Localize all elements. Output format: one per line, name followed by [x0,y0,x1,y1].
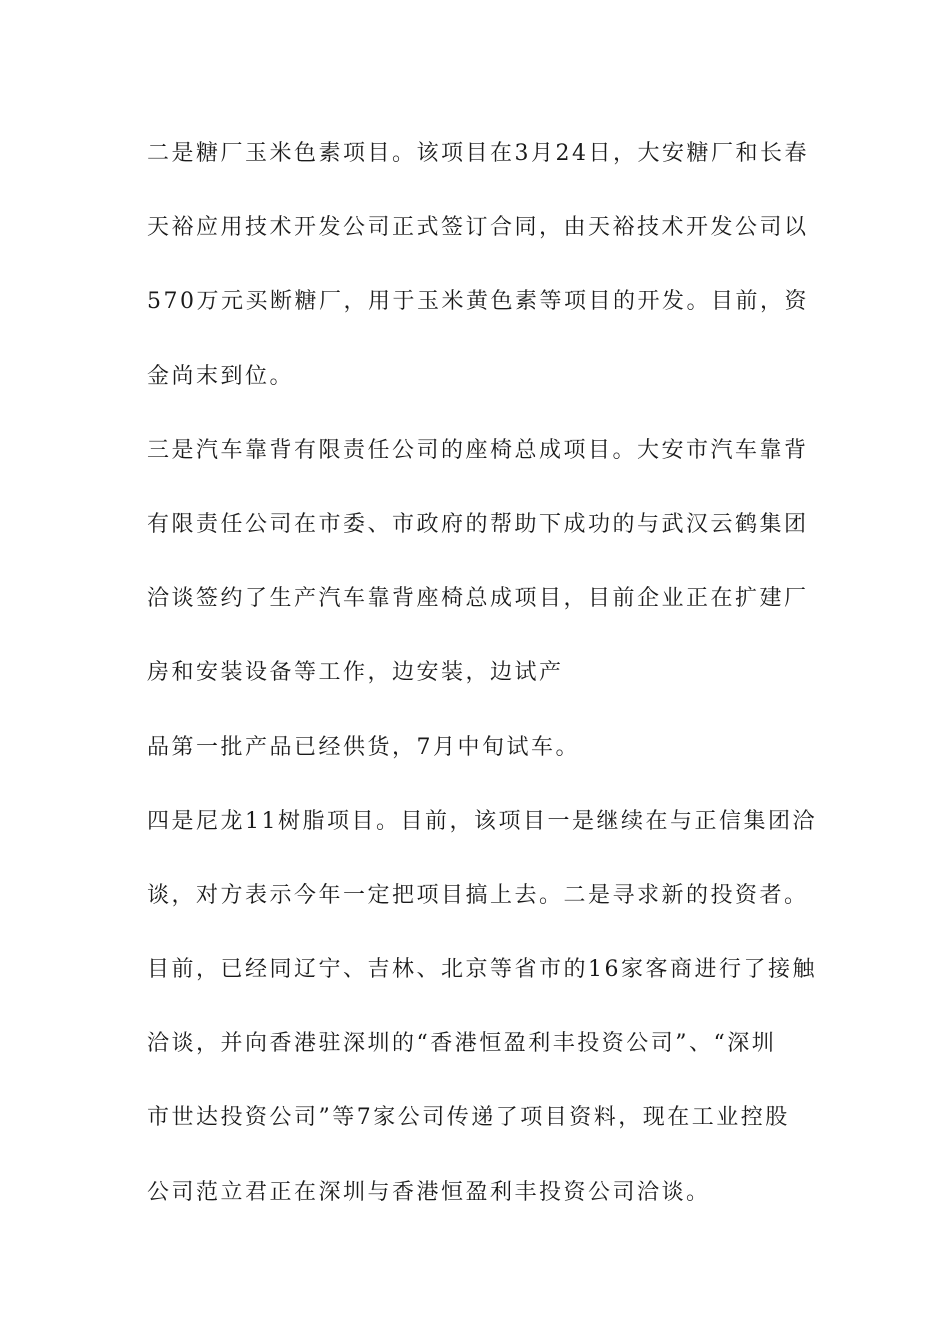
text-line: 三是汽车靠背有限责任公司的座椅总成项目。大安市汽车靠背 [147,437,809,463]
text-line: 洽谈签约了生产汽车靠背座椅总成项目，目前企业正在扩建厂 [147,586,809,612]
text-line: 二是糖厂玉米色素项目。该项目在3月24日，大安糖厂和长春 [147,141,809,166]
text-line: 金尚末到位。 [147,363,295,389]
text-line: 谈，对方表示今年一定把项目搞上去。二是寻求新的投资者。 [147,882,809,908]
text-line: 目前，已经同辽宁、吉林、北京等省市的16家客商进行了接触 [147,957,817,983]
text-line: 570万元买断糖厂，用于玉米黄色素等项目的开发。目前，资 [147,289,809,315]
text-line: 房和安装设备等工作，边安装，边试产 [147,660,564,686]
text-line: 市世达投资公司”等7家公司传递了项目资料，现在工业控股 [147,1105,790,1131]
document-body [147,132,817,1245]
text-line: 天裕应用技术开发公司正式签订合同，由天裕技术开发公司以 [147,215,809,241]
text-line: 四是尼龙11树脂项目。目前，该项目一是继续在与正信集团洽 [147,808,817,834]
text-line: 品第一批产品已经供货，7月中旬试车。 [147,734,580,760]
text-line: 公司范立君正在深圳与香港恒盈利丰投资公司洽谈。 [147,1179,711,1205]
text-line: 洽谈，并向香港驻深圳的“香港恒盈利丰投资公司”、“深圳 [147,1031,777,1057]
text-line: 有限责任公司在市委、市政府的帮助下成功的与武汉云鹤集团 [147,511,809,537]
